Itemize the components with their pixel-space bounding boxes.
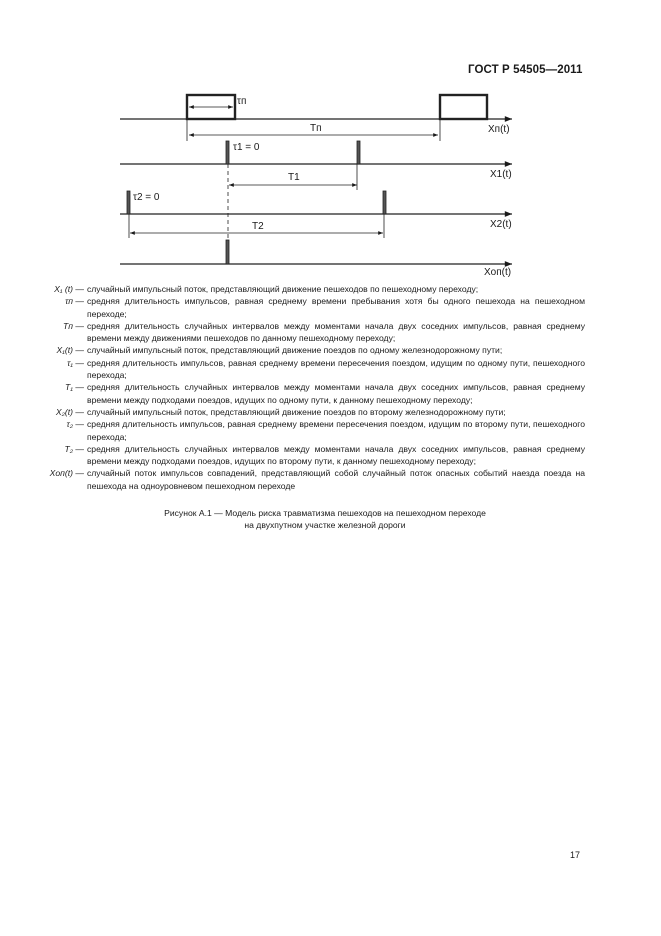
legend-description: случайный поток импульсов совпадений, представляющий собой случайный поток опасных событий наезда поезда на пешехода на одноуровневом пешеходном переходе <box>87 468 585 491</box>
legend-item: τп — средняя длительность импульсов, равная среднему времени пребывания хотя бы одного пешехода на пешеходном переходе; <box>65 296 585 319</box>
legend-item: Xоп(t) — случайный поток импульсов совпадений, представляющий собой случайный поток опасных событий наезда поезда на пешехода на одноуровневом пешеходном переходе <box>49 468 585 491</box>
legend-item: X₁(t) — случайный импульсный поток, представляющий движение поездов по одному железнодорожному пути; <box>40 344 585 356</box>
legend-symbol: X₂(t) <box>55 406 74 417</box>
legend-symbol: τ₁ <box>67 357 74 368</box>
x2-label: X2(t) <box>490 219 512 230</box>
page-number: 17 <box>570 850 581 860</box>
legend-symbol: T₂ <box>64 443 74 454</box>
legend-description: случайный импульсный поток, представляющий движение поездов по одному железнодорожному пути; <box>87 345 503 356</box>
legend-item: X₁ (t) — случайный импульсный поток, представляющий движение пешеходов по пешеходному переходу; <box>40 283 585 295</box>
document-header: ГОСТ Р 54505—2011 <box>468 64 583 76</box>
legend-symbol: X₁ (t) <box>54 284 74 294</box>
legend-description: случайный импульсный поток, представляющий движение поездов по второму железнодорожному пути; <box>87 406 506 417</box>
legend-description: средняя длительность случайных интервалов между моментами начала двух соседних импульсов, равная среднему времени между подходами поездов, идущих по второму пути, к данному пешеходному переходу; <box>87 443 585 467</box>
legend-symbol: τ₂ <box>66 419 74 430</box>
pedestrian-pulse-2 <box>440 95 487 119</box>
xop-label: Xоп(t) <box>484 267 512 278</box>
train2-pulse-2 <box>383 191 386 214</box>
legend-symbol: T₁ <box>65 382 74 393</box>
legend-description: средняя длительность импульсов, равная среднему времени пересечения поездом, идущим по второму пути, пешеходного перехода; <box>87 419 585 442</box>
legend-description: средняя длительность импульсов, равная среднему времени пребывания хотя бы одного пешехода на пешеходном переходе; <box>87 296 585 319</box>
legend-symbol: Tп <box>63 320 74 331</box>
legend-item: τ₁ — средняя длительность импульсов, равная среднему времени пересечения поездом, идущим по одному пути, пешеходного перехода; <box>67 357 585 381</box>
xp-label: Xп(t) <box>488 124 510 135</box>
train2-pulse-1 <box>127 191 130 214</box>
legend-item: Tп — средняя длительность случайных интервалов между моментами начала двух соседних импульсов, равная среднему времени между движениями пешеходов по данному пешеходному переходу; <box>63 320 585 344</box>
legend-item: X₂(t) — случайный импульсный поток, представляющий движение поездов по второму железнодорожному пути; <box>40 406 585 418</box>
t1-label: T1 <box>288 172 300 183</box>
legend-description: средняя длительность импульсов, равная среднему времени пересечения поездом, идущим по одному пути, пешеходного перехода; <box>87 357 585 381</box>
t-p-label: Tп <box>310 123 322 134</box>
caption-line-1: Рисунок А.1 — Модель риска травматизма пешеходов на пешеходном переходе <box>164 508 486 518</box>
legend-symbol: τп <box>65 296 74 307</box>
pulse-flow-diagram <box>0 0 661 285</box>
train1-pulse-1 <box>226 141 229 164</box>
legend-item: τ₂ — средняя длительность импульсов, равная среднему времени пересечения поездом, идущим по второму пути, пешеходного перехода; <box>66 419 585 442</box>
train1-pulse-2 <box>357 141 360 164</box>
legend-description: средняя длительность случайных интервалов между моментами начала двух соседних импульсов, равная среднему времени между подходами поездов, идущих по одному пути, к данному пешеходному переходу; <box>87 382 585 405</box>
legend-description: случайный импульсный поток, представляющий движение пешеходов по пешеходному переходу; <box>87 284 479 294</box>
legend-item: T₁ — средняя длительность случайных интервалов между моментами начала двух соседних импульсов, равная среднему времени между подходами поездов, идущих по одному пути, к данному пешеходному переходу; <box>65 382 585 405</box>
legend-symbol: Xоп(t) <box>49 468 74 479</box>
tau2-zero-label: τ2 = 0 <box>133 192 160 203</box>
coincidence-pulse <box>226 240 229 264</box>
legend <box>40 283 585 492</box>
t2-label: T2 <box>252 221 264 232</box>
legend-item: T₂ — средняя длительность случайных интервалов между моментами начала двух соседних импульсов, равная среднему времени между подходами поездов, идущих по второму пути, к данному пешеходному переходу; <box>64 443 585 467</box>
tau1-zero-label: τ1 = 0 <box>233 142 260 153</box>
legend-symbol: X₁(t) <box>56 345 74 356</box>
legend-description: средняя длительность случайных интервалов между моментами начала двух соседних импульсов, равная среднему времени между движениями пешеходов по данному пешеходному переходу; <box>87 320 585 344</box>
x1-label: X1(t) <box>490 169 512 180</box>
tau-p-label: τп <box>237 96 247 107</box>
figure-caption <box>110 507 540 532</box>
caption-line-2: на двухпутном участке железной дороги <box>244 520 406 531</box>
